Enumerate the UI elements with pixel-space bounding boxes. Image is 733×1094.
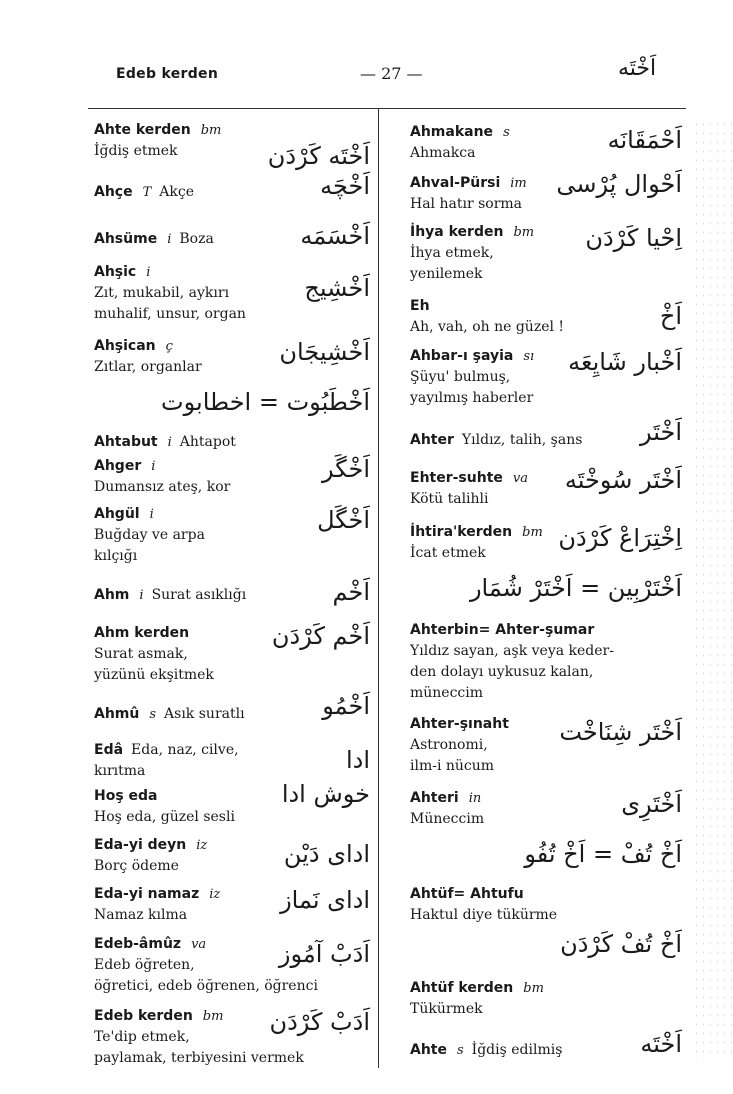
definition-line: Surat asmak,: [94, 646, 188, 662]
arabic-script: اَخْتَرِى: [621, 790, 682, 818]
headword: Ahter: [410, 432, 454, 448]
grammar-abbreviation: i: [139, 588, 144, 603]
headword: Ahgül: [94, 506, 140, 522]
definition-line: Hoş eda, güzel sesli: [94, 809, 235, 825]
headword: Ahger: [94, 458, 142, 474]
arabic-script: اَخْمُو: [322, 692, 370, 720]
definition-inline: Ahtapot: [179, 434, 236, 450]
grammar-abbreviation: T: [142, 185, 152, 200]
definition-line: İcat etmek: [410, 545, 486, 561]
arabic-script: اَخْ: [659, 302, 682, 330]
header-arabic-word: اَخْتَه: [618, 56, 657, 81]
definition-line: müneccim: [410, 685, 484, 701]
headword: Eda-yi namaz: [94, 886, 200, 902]
arabic-script: خوش ادا: [281, 780, 370, 808]
headword: Ahmakane: [410, 124, 494, 140]
arabic-equivalence: اَخْ تُفْ = اَخْ تُفُو: [524, 840, 682, 868]
definition-line: Dumansız ateş, kor: [94, 479, 231, 495]
headword: Ahçe: [94, 184, 133, 200]
grammar-abbreviation: bm: [522, 525, 543, 540]
arabic-script: اَدَبْ كَرْدَن: [269, 1008, 370, 1036]
headword: Ahtabut: [94, 434, 158, 450]
dictionary-entry: [94, 432, 370, 453]
headword: Ahter-şınaht: [410, 716, 509, 732]
grammar-abbreviation: bm: [513, 225, 535, 240]
headword: Eda-yi deyn: [94, 837, 187, 853]
dictionary-entry: [94, 585, 370, 606]
headword: İhya kerden: [410, 224, 504, 240]
headword: Ahterbin= Ahter-şumar: [410, 622, 595, 638]
grammar-abbreviation: bm: [523, 981, 544, 996]
definition-line: öğretici, edeb öğrenen, öğrenci: [94, 978, 318, 994]
arabic-script: اداى نَماز: [280, 886, 370, 914]
grammar-abbreviation: va: [512, 471, 528, 486]
headword: Edeb kerden: [94, 1008, 193, 1024]
grammar-abbreviation: s: [503, 125, 510, 140]
grammar-abbreviation: i: [167, 232, 172, 247]
arabic-script: اِحْيا كَرْدَن: [585, 224, 682, 252]
definition-line: Ah, vah, oh ne güzel !: [410, 319, 565, 335]
headword: Ehter-suhte: [410, 470, 503, 486]
dictionary-entry: [94, 740, 370, 782]
grammar-abbreviation: i: [167, 435, 172, 450]
definition-line: Tükürmek: [410, 1001, 483, 1017]
definition-line: yayılmış haberler: [410, 390, 534, 406]
running-head: Edeb kerden: [116, 66, 219, 82]
dictionary-entry: [410, 884, 682, 926]
arabic-script: اَخْچَه: [320, 172, 370, 200]
dictionary-entry: [410, 978, 682, 1020]
grammar-abbreviation: in: [468, 791, 482, 806]
headword: Edeb-âmûz: [94, 936, 182, 952]
definition-line: ilm-i nücum: [410, 758, 495, 774]
arabic-script: اَخْگَر: [322, 455, 370, 483]
arabic-script: اَحْوال پُرْسى: [556, 170, 682, 198]
definition-line: Edeb öğreten,: [94, 957, 195, 973]
grammar-abbreviation: i: [146, 265, 151, 280]
dictionary-entry: [410, 620, 682, 704]
headword: Ahsüme: [94, 231, 158, 247]
definition-line: İhya etmek,: [410, 245, 494, 261]
definition-line: Te'dip etmek,: [94, 1029, 190, 1045]
grammar-abbreviation: iz: [209, 887, 221, 902]
definition-line: Yıldız sayan, aşk veya keder-: [410, 643, 614, 659]
headword: Ahşican: [94, 338, 156, 354]
definition-line: Şüyu' bulmuş,: [410, 369, 511, 385]
definition-inline: Eda, naz, cilve,: [131, 742, 239, 758]
grammar-abbreviation: va: [191, 937, 207, 952]
definition-line: Zıtlar, organlar: [94, 359, 202, 375]
arabic-script: ادا: [345, 746, 370, 774]
headword: Ahte: [410, 1042, 447, 1058]
arabic-script: اَدَبْ آمُوز: [278, 940, 370, 968]
definition-line: Hal hatır sorma: [410, 196, 523, 212]
definition-line: muhalif, unsur, organ: [94, 306, 246, 322]
definition-inline: Boza: [179, 231, 214, 247]
definition-line: Astronomi,: [410, 737, 488, 753]
arabic-script: اَخْتَر: [640, 418, 682, 446]
grammar-abbreviation: im: [510, 176, 527, 191]
headword: Ahteri: [410, 790, 459, 806]
headword: Ahm: [94, 587, 130, 603]
arabic-script: اَخْم كَرْدَن: [271, 622, 370, 650]
definition-inline: Asık suratlı: [164, 706, 245, 722]
definition-line: yenilemek: [410, 266, 483, 282]
arabic-script: اَحْمَقَانَه: [607, 126, 682, 154]
arabic-script: اَخْتَه: [640, 1030, 682, 1058]
grammar-abbreviation: iz: [196, 838, 208, 853]
definition-line: paylamak, terbiyesini vermek: [94, 1050, 304, 1066]
arabic-script: اَخْتَر سُوخْتَه: [564, 466, 682, 494]
definition-line: Buğday ve arpa: [94, 527, 205, 543]
headword: Ahtüf= Ahtufu: [410, 886, 524, 902]
headword: Ahte kerden: [94, 122, 191, 138]
column-divider: [378, 108, 379, 1068]
definition-line: yüzünü ekşitmek: [94, 667, 214, 683]
arabic-equivalence: اَخْطَبُوت = اخطابوت: [161, 388, 370, 416]
definition-inline: Akçe: [159, 184, 195, 200]
arabic-script: اَخْشِيج: [304, 274, 370, 302]
arabic-equivalence: اَخْتَرْبِين = اَخْتَرْ شُمَار: [469, 574, 682, 602]
arabic-script: اَخْبار شَايِعَه: [568, 348, 682, 376]
arabic-equivalence: اَخْ تُفْ كَرْدَن: [560, 930, 682, 958]
definition-line: kırıtma: [94, 763, 146, 779]
grammar-abbreviation: s: [457, 1043, 464, 1058]
grammar-abbreviation: i: [151, 459, 156, 474]
headword: Ahval-Pürsi: [410, 175, 501, 191]
headword: İhtira'kerden: [410, 524, 513, 540]
definition-line: Kötü talihli: [410, 491, 489, 507]
grammar-abbreviation: sı: [523, 349, 535, 364]
definition-line: Müneccim: [410, 811, 485, 827]
arabic-script: اداى دَيْن: [283, 840, 370, 868]
arabic-script: اَخْگَل: [317, 506, 370, 534]
definition-inline: Yıldız, talih, şans: [461, 432, 583, 448]
header-rule: [88, 108, 686, 109]
headword: Ahtüf kerden: [410, 980, 514, 996]
definition-line: den dolayı uykusuz kalan,: [410, 664, 594, 680]
headword: Ahşic: [94, 264, 137, 280]
headword: Edâ: [94, 742, 124, 758]
paper-texture: [693, 120, 733, 1060]
definition-inline: İğdiş edilmiş: [471, 1042, 563, 1058]
grammar-abbreviation: i: [149, 507, 154, 522]
arabic-script: اَخْسَمَه: [300, 222, 370, 250]
headword: Ahm kerden: [94, 625, 190, 641]
grammar-abbreviation: ç: [165, 339, 173, 354]
dictionary-entry: [410, 296, 682, 338]
headword: Hoş eda: [94, 788, 158, 804]
definition-line: kılçığı: [94, 548, 138, 564]
grammar-abbreviation: bm: [202, 1009, 224, 1024]
definition-line: Namaz kılma: [94, 907, 188, 923]
headword: Ahbar-ı şayia: [410, 348, 514, 364]
definition-line: Borç ödeme: [94, 858, 179, 874]
headword: Ahmû: [94, 706, 140, 722]
headword: Eh: [410, 298, 430, 314]
grammar-abbreviation: s: [149, 707, 157, 722]
definition-line: Zıt, mukabil, aykırı: [94, 285, 230, 301]
arabic-script: اَخْم: [332, 578, 370, 606]
definition-line: İğdiş etmek: [94, 143, 178, 159]
definition-line: Ahmakca: [410, 145, 476, 161]
grammar-abbreviation: bm: [200, 123, 222, 138]
page-number: — 27 —: [360, 64, 423, 83]
arabic-script: اَخْتَه كَرْدَن: [267, 142, 370, 170]
definition-inline: Surat asıklığı: [151, 587, 247, 603]
definition-line: Haktul diye tükürme: [410, 907, 558, 923]
arabic-script: اَخْتَر شِنَاخْت: [559, 718, 682, 746]
arabic-script: اِخْتِرَاعْ كَرْدَن: [558, 524, 682, 552]
arabic-script: اَخْشِيجَان: [279, 338, 370, 366]
